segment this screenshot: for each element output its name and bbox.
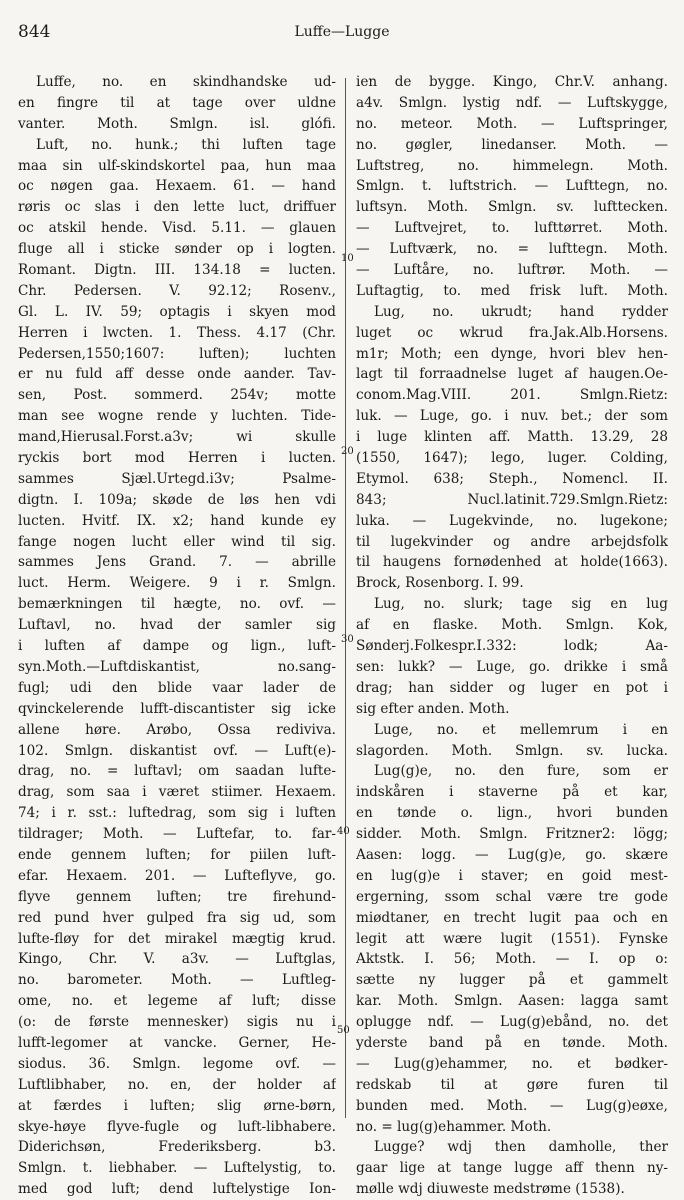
- text-line: Aktstk. I. 56; Moth. — I. op o:: [356, 951, 668, 968]
- text-line: med god luft; dend luftelystige Ion-: [18, 1181, 336, 1198]
- text-line: er nu fuld aff desse onde aander. Tav-: [18, 366, 336, 383]
- text-line: drag, som saa i været stiimer. Hexaem.: [18, 784, 336, 801]
- text-line: oplugge ndf. — Lug(g)ebånd, no. det: [356, 1014, 668, 1031]
- line-number: 50: [337, 1025, 350, 1036]
- text-line: sætte ny lugger på et gammelt: [356, 972, 668, 989]
- text-line: lucten. Hvitf. IX. x2; hand kunde ey: [18, 512, 336, 529]
- line-number: 40: [337, 826, 350, 837]
- text-line: red pund hver gulped fra sig ud, som: [18, 909, 336, 926]
- text-line: Lug, no. slurk; tage sig en lug: [374, 596, 668, 613]
- text-line: Luffe, no. en skindhandske ud-: [36, 74, 336, 90]
- line-number: 30: [341, 634, 354, 645]
- text-line: ome, no. et legeme af luft; disse: [18, 993, 336, 1010]
- text-line: siodus. 36. Smlgn. legome ovf. —: [18, 1055, 336, 1072]
- text-line: oc nøgen gaa. Hexaem. 61. — hand: [18, 178, 336, 195]
- text-line: no. meteor. Moth. — Luftspringer,: [356, 115, 668, 132]
- text-line: sidder. Moth. Smlgn. Fritzner2: lögg;: [356, 826, 668, 843]
- text-line: ryckis bort mod Herren i lucten.: [18, 450, 336, 467]
- text-line: Aasen: logg. — Lug(g)e, go. skære: [356, 846, 668, 863]
- text-line: Luftavl, no. hvad der samler sig: [18, 617, 336, 634]
- text-line: man see wogne rende y luchten. Tide-: [18, 408, 336, 425]
- text-line: Luft, no. hunk.; thi luften tage: [36, 136, 336, 153]
- line-number: 10: [341, 253, 354, 264]
- text-line: — Lug(g)ehammer, no. et bødker-: [356, 1055, 668, 1072]
- text-line: — Luftværk, no. = lufttegn. Moth.: [356, 241, 668, 258]
- text-line: flyve gennem luften; tre firehund-: [18, 888, 336, 905]
- text-line: Chr. Pedersen. V. 92.12; Rosenv.,: [18, 282, 336, 299]
- right-column: [356, 72, 668, 1200]
- text-line: Diderichsøn, Frederiksberg. b3.: [18, 1139, 336, 1156]
- text-line: bunden med. Moth. — Lug(g)eøxe,: [356, 1097, 668, 1114]
- text-line: sen: lukk? — Luge, go. drikke i små: [356, 658, 668, 675]
- line-number: 20: [341, 446, 354, 457]
- text-line: vanter. Moth. Smlgn. isl. glófi.: [18, 115, 336, 132]
- text-line: til haugens fornødenhed at holde(1663).: [356, 554, 668, 571]
- text-line: fugl; udi den blide vaar lader de: [18, 679, 336, 696]
- text-line: digtn. I. 109a; skøde de løs hen vdi: [18, 491, 336, 508]
- text-line: no. gøgler, linedanser. Moth. —: [356, 136, 668, 153]
- text-line: tildrager; Moth. — Luftefar, to. far-: [18, 826, 336, 843]
- text-line: (o: de første mennesker) sigis nu i: [18, 1014, 336, 1031]
- text-line: at færdes i luften; slig ørne-børn,: [18, 1097, 336, 1114]
- text-line: til lugekvinder og andre arbejdsfolk: [356, 533, 668, 550]
- text-line: m1r; Moth; een dynge, hvori blev hen-: [356, 345, 668, 362]
- text-line: (1550, 1647); lego, luger. Colding,: [356, 450, 668, 467]
- text-line: Luftlibhaber, no. en, der holder af: [18, 1076, 336, 1093]
- text-line: sammes Jens Grand. 7. — abrille: [18, 554, 336, 571]
- text-line: luget oc wkrud fra.Jak.Alb.Horsens.: [356, 324, 668, 341]
- text-line: sig efter anden. Moth.: [356, 700, 510, 717]
- text-line: luftsyn. Moth. Smlgn. sv. lufttecken.: [356, 199, 668, 216]
- text-line: conom.Mag.VIII. 201. Smlgn.Rietz:: [356, 387, 668, 404]
- text-line: 843; Nucl.latinit.729.Smlgn.Rietz:: [356, 491, 668, 508]
- text-line: Lug, no. ukrudt; hand rydder: [374, 303, 668, 320]
- text-line: 102. Smlgn. diskantist ovf. — Luft(e)-: [18, 742, 336, 759]
- text-line: efar. Hexaem. 201. — Lufteflyve, go.: [18, 867, 336, 884]
- page-number: 844: [18, 22, 51, 42]
- text-line: syn.Moth.—Luftdiskantist, no.sang-: [18, 658, 336, 675]
- text-line: Kingo, Chr. V. a3v. — Luftglas,: [18, 951, 336, 968]
- text-line: en fingre til at tage over uldne: [18, 94, 336, 111]
- text-line: lufft-legomer at vancke. Gerner, He-: [18, 1034, 336, 1051]
- text-line: Brock, Rosenborg. I. 99.: [356, 575, 524, 592]
- text-line: fluge all i sticke sønder op i logten.: [18, 241, 336, 258]
- text-line: bemærkningen til hægte, no. ovf. —: [18, 596, 336, 613]
- text-line: sen, Post. sommerd. 254v; motte: [18, 387, 336, 404]
- text-line: luka. — Lugekvinde, no. lugekone;: [356, 512, 668, 529]
- text-line: i luften af dampe og lign., luft-: [18, 638, 336, 655]
- text-line: a4v. Smlgn. lystig ndf. — Luftskygge,: [356, 94, 668, 111]
- text-line: drag, no. = luftavl; om saadan lufte-: [18, 763, 336, 780]
- text-line: miødtaner, en trecht lugit paa och en: [356, 909, 668, 926]
- text-line: Lug(g)e, no. den fure, som er: [374, 763, 668, 780]
- text-line: Herren i lwcten. 1. Thess. 4.17 (Chr.: [18, 324, 336, 341]
- text-line: mand,Hierusal.Forst.a3v; wi skulle: [18, 429, 336, 446]
- text-line: no. = lug(g)ehammer. Moth.: [356, 1118, 552, 1135]
- text-line: i luge klinten aff. Matth. 13.29, 28: [356, 429, 668, 446]
- text-line: 74; i r. sst.: luftedrag, som sig i luften: [18, 805, 336, 822]
- text-line: ergerning, ssom schal være tre gode: [356, 888, 668, 905]
- text-line: — Luftvejret, to. lufttørret. Moth.: [356, 220, 668, 237]
- text-line: skye-høye flyve-fugle og luft-libhabere.: [18, 1118, 336, 1135]
- text-line: redskab til at gøre furen til: [356, 1076, 668, 1093]
- column-divider: [345, 78, 346, 1118]
- text-line: no. barometer. Moth. — Luftleg-: [18, 972, 336, 989]
- text-line: maa sin ulf-skindskortel paa, hun maa: [18, 157, 336, 174]
- text-line: Smlgn. t. liebhaber. — Luftelystig, to.: [18, 1160, 336, 1177]
- text-line: lufte-fløy for det mirakel mægtig krud.: [18, 930, 336, 947]
- text-line: sammes Sjæl.Urtegd.i3v; Psalme-: [18, 470, 336, 487]
- running-title: Luffe—Lugge: [294, 24, 390, 40]
- text-line: Luftagtig, to. med frisk luft. Moth.: [356, 282, 668, 299]
- text-line: allene høre. Arøbo, Ossa rediviva.: [18, 721, 336, 738]
- text-line: yderste band på en tønde. Moth.: [356, 1034, 668, 1051]
- text-line: Smlgn. t. luftstrich. — Lufttegn, no.: [356, 178, 668, 195]
- text-line: Gl. L. IV. 59; optagis i skyen mod: [18, 303, 336, 320]
- text-line: indskåren i staverne på et kar,: [356, 784, 668, 801]
- text-line: Pedersen,1550;1607: luften); luchten: [18, 345, 336, 362]
- text-line: legit att wære lugit (1551). Fynske: [356, 930, 668, 947]
- text-line: Luge, no. et mellemrum i en: [374, 721, 668, 738]
- text-line: fange nogen lucht eller wind til sig.: [18, 533, 336, 550]
- text-line: ende gennem luften; for piilen luft-: [18, 846, 336, 863]
- text-line: af en flaske. Moth. Smlgn. Kok,: [356, 617, 668, 634]
- text-line: røris oc slas i den lette luct, driffuer: [18, 199, 336, 216]
- text-line: Etymol. 638; Steph., Nomencl. II.: [356, 470, 668, 487]
- text-line: drag; han sidder og luger en pot i: [356, 679, 668, 696]
- text-line: Lugge? wdj then damholle, ther: [374, 1139, 668, 1156]
- text-line: mølle wdj diuweste medstrøme (1538).: [356, 1181, 625, 1198]
- text-line: ien de bygge. Kingo, Chr.V. anhang.: [356, 74, 668, 90]
- text-line: luk. — Luge, go. i nuv. bet.; der som: [356, 408, 668, 425]
- text-line: en lug(g)e i staver; en goid mest-: [356, 867, 668, 884]
- text-line: kar. Moth. Smlgn. Aasen: lagga samt: [356, 993, 668, 1010]
- text-line: qvinckelerende lufft-discantister sig icke: [18, 700, 336, 717]
- page-header: [0, 22, 684, 46]
- text-line: oc atskil hende. Visd. 5.11. — glauen: [18, 220, 336, 237]
- text-line: lagt til forraadnelse luget af haugen.Oe-: [356, 366, 668, 383]
- text-line: slagorden. Moth. Smlgn. sv. lucka.: [356, 742, 668, 759]
- left-column: [18, 72, 336, 1200]
- text-line: Luftstreg, no. himmelegn. Moth.: [356, 157, 668, 174]
- text-line: luct. Herm. Weigere. 9 i r. Smlgn.: [18, 575, 336, 592]
- text-line: gaar lige at tange lugge aff thenn ny-: [356, 1160, 668, 1177]
- text-line: — Luftåre, no. luftrør. Moth. —: [356, 262, 668, 279]
- text-line: en tønde o. lign., hvori bunden: [356, 805, 668, 822]
- text-line: Sønderj.Folkespr.I.332: lodk; Aa-: [356, 638, 668, 655]
- text-line: Romant. Digtn. III. 134.18 = lucten.: [18, 262, 336, 279]
